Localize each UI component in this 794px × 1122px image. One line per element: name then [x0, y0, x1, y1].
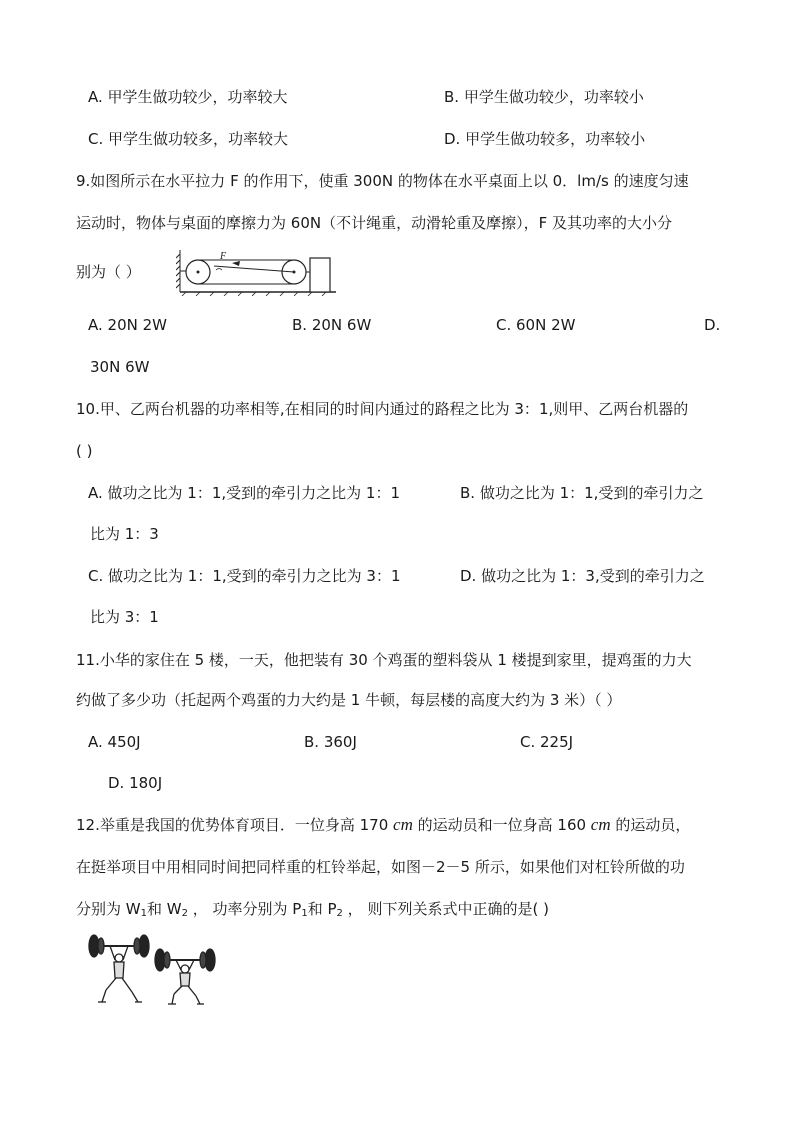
q11-option-b: B. 360J [304, 733, 357, 751]
q10-option-c: C. 做功之比为 1：1,受到的牵引力之比为 3：1 [88, 567, 401, 585]
pulley-diagram [176, 246, 340, 296]
q11-option-d: D. 180J [108, 774, 163, 792]
q9-option-c: C. 60N 2W [496, 316, 576, 334]
wall-hatching [176, 250, 180, 292]
q9-stem-line2: 运动时，物体与桌面的摩擦力为 60N（不计绳重，动滑轮重及摩擦），F 及其功率的大小分 [76, 214, 672, 232]
q11-option-c: C. 225J [520, 733, 574, 751]
force-label: F [220, 251, 227, 262]
q11-stem-line2: 约做了多少功（托起两个鸡蛋的力大约是 1 牛顿，每层楼的高度大约为 3 米）（ ） [76, 691, 622, 709]
q10-stem-line1: 10.甲、乙两台机器的功率相等,在相同的时间内通过的路程之比为 3：1,则甲、乙两台机器的 [76, 400, 689, 418]
weightlifters-figure [80, 932, 220, 1008]
q10-option-d-line1: D. 做功之比为 1：3,受到的牵引力之 [460, 567, 705, 585]
q12-text-a: 12.举重是我国的优势体育项目．一位身高 170 [76, 816, 394, 834]
q9-stem-line3: 别为（ ） [76, 263, 141, 281]
weightlifter-1 [89, 935, 149, 1002]
q10-option-a: A. 做功之比为 1：1,受到的牵引力之比为 1：1 [88, 484, 401, 502]
q12-stem-line3: 分别为 $W_1$和 $W_2$ ， 功率分别为 $P_1$和 $P_2$ ， 则下列关系式中正确的是( ) [76, 900, 549, 919]
q12-stem-line1 [76, 815, 690, 835]
q11-stem-line1: 11.小华的家住在 5 楼，一天，他把装有 30 个鸡蛋的塑料袋从 1 楼提到家里，提鸡蛋的力大 [76, 651, 692, 669]
q12-text-b: 的运动员和一位身高 160 [412, 816, 591, 834]
q8-option-a: A. 甲学生做功较少，功率较大 [88, 88, 288, 106]
unit-cm-2: cm [590, 815, 611, 834]
weightlifter-2 [155, 949, 215, 1004]
q10-option-b-line2: 比为 1：3 [90, 525, 159, 543]
q11-option-a: A. 450J [88, 733, 141, 751]
force-arrow [232, 261, 240, 266]
q8-option-d: D. 甲学生做功较多，功率较小 [444, 130, 646, 148]
q9-option-b: B. 20N 6W [292, 316, 372, 334]
unit-cm-1: cm [393, 815, 413, 834]
block-object [310, 258, 330, 292]
q9-option-a: A. 20N 2W [88, 316, 167, 334]
q8-option-c: C. 甲学生做功较多，功率较大 [88, 130, 289, 148]
q12-text-c: 的运动员， [610, 816, 691, 834]
q10-stem-line2: ( ) [76, 442, 93, 460]
q10-option-b-line1: B. 做功之比为 1：1,受到的牵引力之 [460, 484, 704, 502]
q10-option-d-line2: 比为 3：1 [90, 608, 159, 626]
q9-option-d-value: 30N 6W [90, 358, 150, 376]
q8-option-b: B. 甲学生做功较少，功率较小 [444, 88, 644, 106]
q12-stem-line2: 在挺举项目中用相同时间把同样重的杠铃举起，如图－2－5 所示，如果他们对杠铃所做的功 [76, 858, 685, 876]
q9-stem-line1: 9.如图所示在水平拉力 F 的作用下，使重 300N 的物体在水平桌面上以 0．lm/s 的速度匀速 [76, 172, 689, 190]
q9-option-d-label: D. [704, 316, 721, 334]
